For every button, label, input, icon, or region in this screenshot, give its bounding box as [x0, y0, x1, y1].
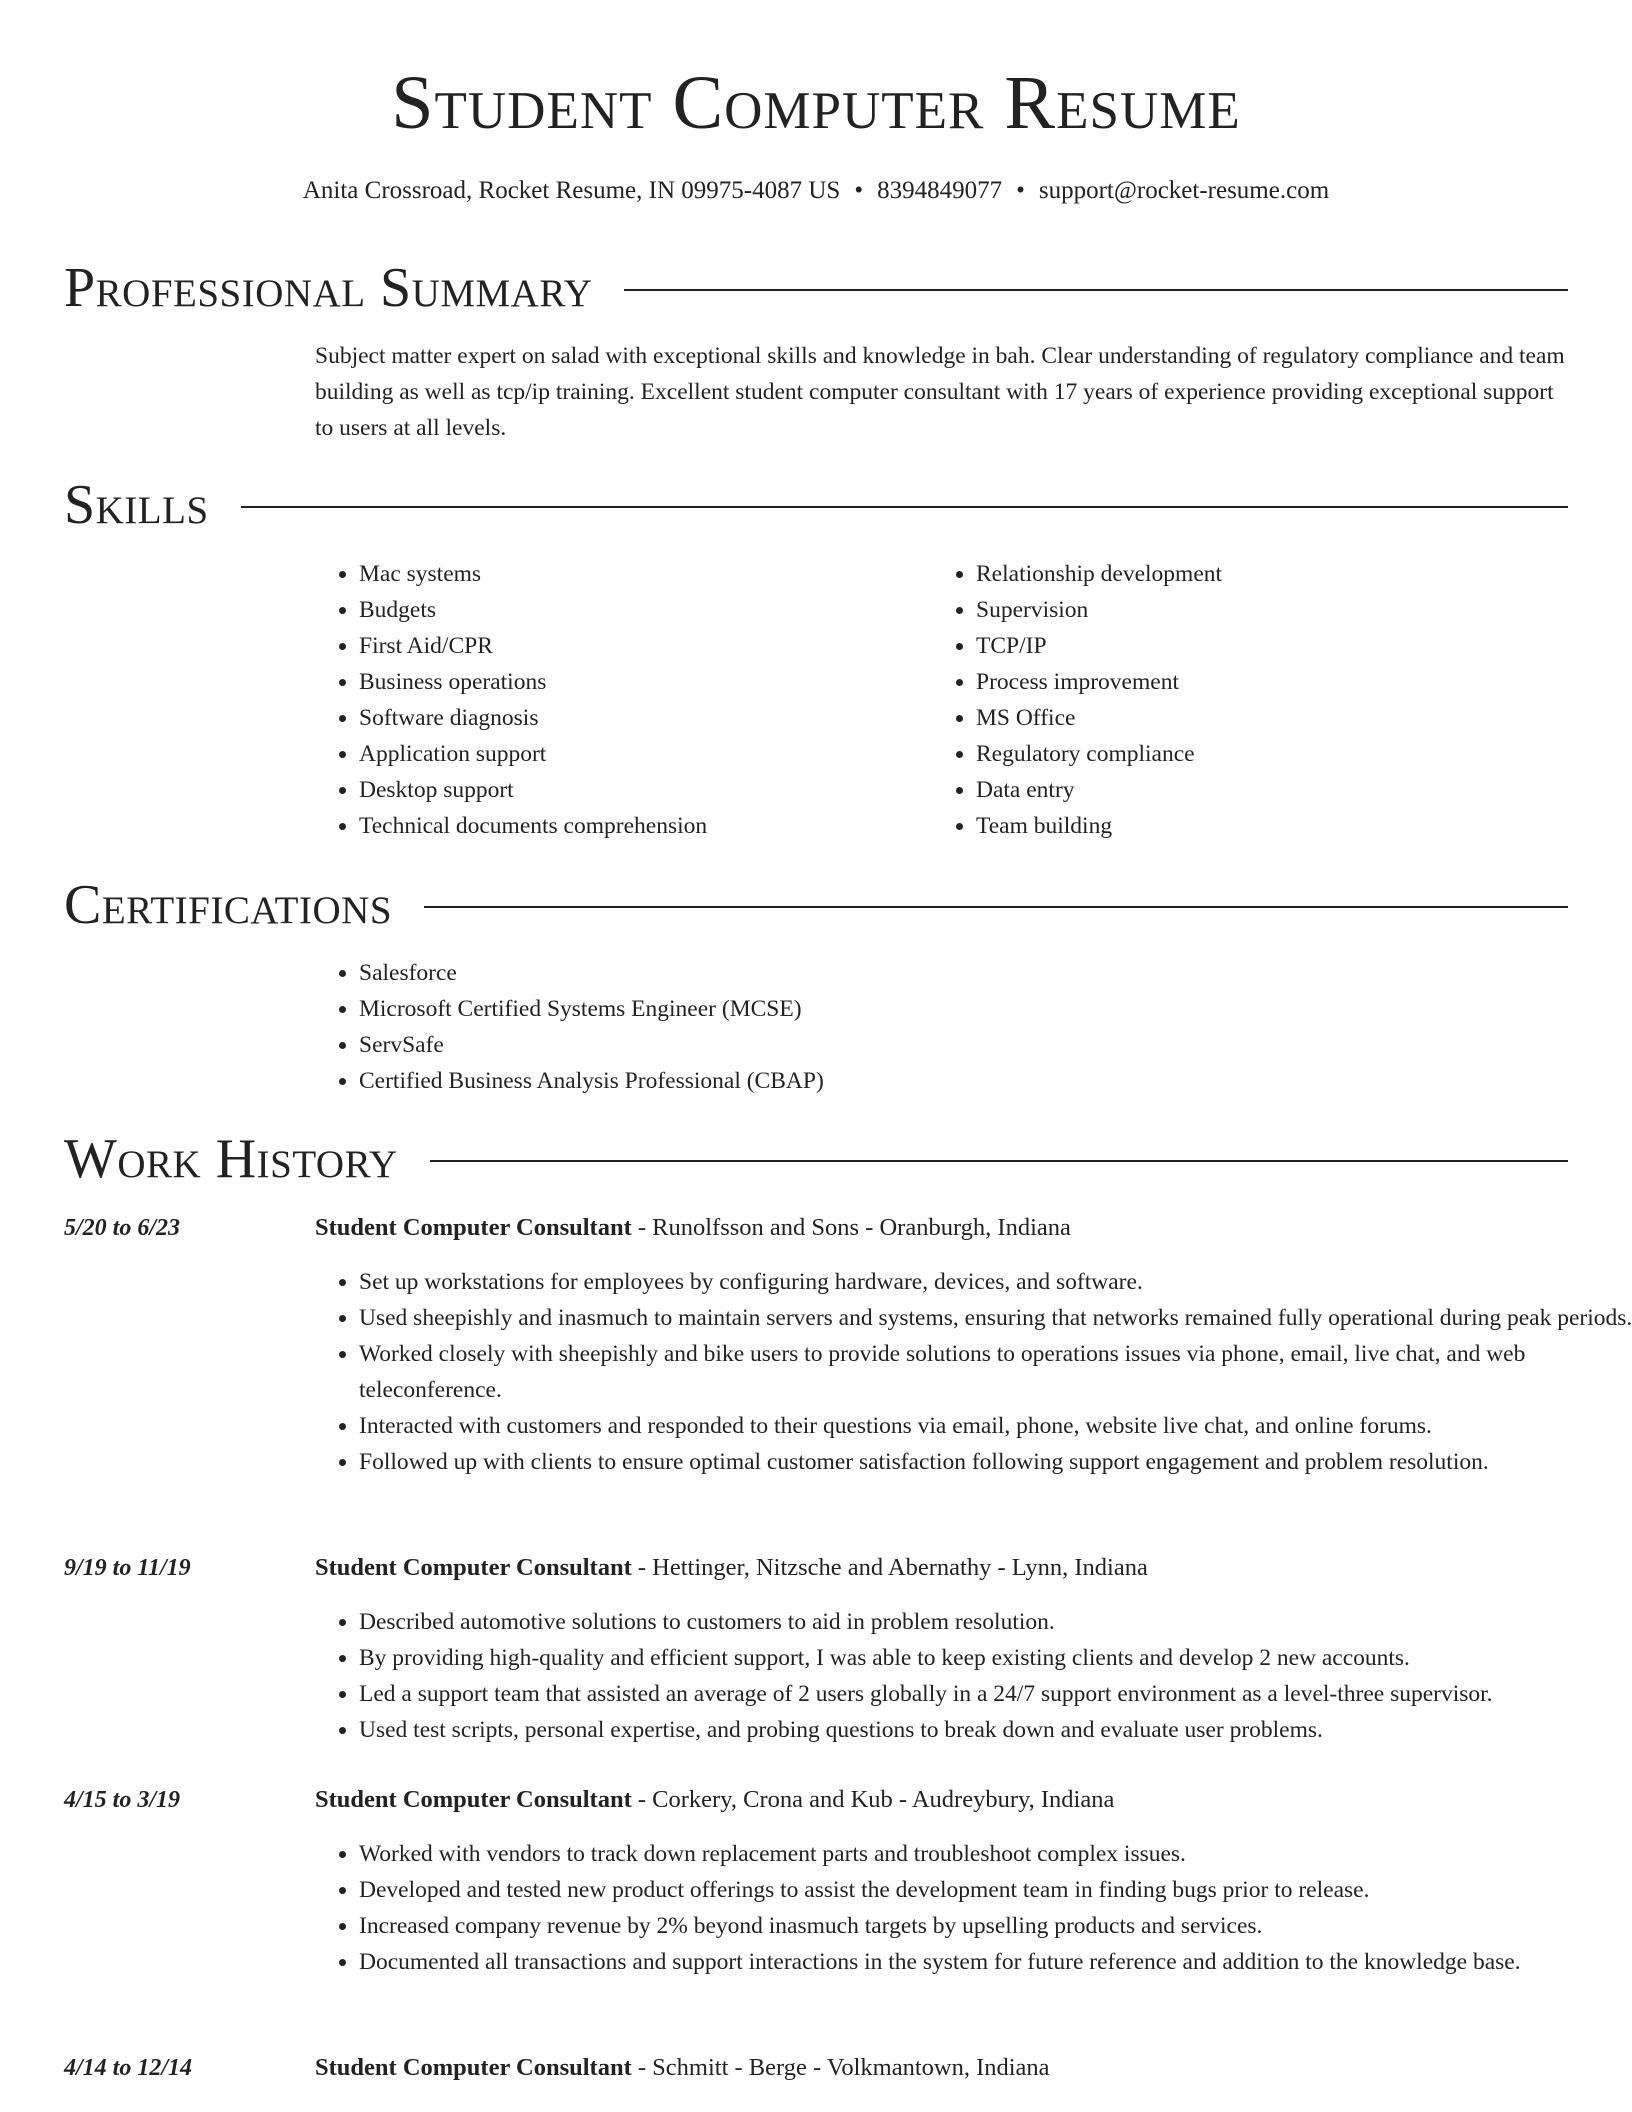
- certification-item: • Salesforce: [359, 955, 1515, 991]
- job-duty-item: • Described automotive solutions to customers to aid in problem resolution.: [359, 1604, 1632, 1640]
- certification-item: • ServSafe: [359, 1027, 1515, 1063]
- contact-line: [0, 174, 1632, 208]
- job-duties-list: [315, 1836, 1632, 1980]
- resume-title: Student Computer Resume: [391, 61, 1241, 145]
- job-duties: [315, 1264, 1632, 1480]
- skills-list-right: [932, 556, 1552, 844]
- job-employer: - Hettinger, Nitzsche and Abernathy - Lynn, Indiana: [631, 1554, 1148, 1581]
- job-dates: 4/15 to 3/19: [64, 1787, 181, 1813]
- contact-phone: 8394849077: [877, 177, 1003, 204]
- certification-item: • Microsoft Certified Systems Engineer (MCSE): [359, 991, 1515, 1027]
- section-divider: [430, 1160, 1568, 1162]
- skill-item: • Team building: [976, 808, 1552, 844]
- certifications-section-header: [64, 870, 1568, 940]
- job-title-line: [315, 1550, 1148, 1586]
- skill-item: • Supervision: [976, 592, 1552, 628]
- skills-section-header: [64, 470, 1568, 540]
- job-employer: - Schmitt - Berge - Volkmantown, Indiana: [631, 2054, 1050, 2081]
- certifications-block: [315, 955, 1515, 1099]
- skill-item: • Application support: [359, 736, 915, 772]
- skill-item: • Business operations: [359, 664, 915, 700]
- job-duty-item: • Increased company revenue by 2% beyond inasmuch targets by upselling products and services.: [359, 1908, 1632, 1944]
- skill-item: • Budgets: [359, 592, 915, 628]
- skill-item: • Mac systems: [359, 556, 915, 592]
- skills-list-left: [315, 556, 915, 844]
- contact-email: support@rocket-resume.com: [1038, 177, 1330, 204]
- job-duties: [315, 1836, 1632, 1980]
- skill-item: • MS Office: [976, 700, 1552, 736]
- job-title-line: [315, 1782, 1114, 1818]
- job-dates: 9/19 to 11/19: [64, 1555, 191, 1581]
- job-title-line: [315, 1210, 1071, 1246]
- summary-heading: Professional Summary: [64, 257, 593, 319]
- job-duty-item: • Interacted with customers and responded to their questions via email, phone, website live chat, and online forums.: [359, 1408, 1632, 1444]
- job-duty-item: • Followed up with clients to ensure optimal customer satisfaction following support engagement and problem resolution.: [359, 1444, 1632, 1480]
- job-duty-item: • Led a support team that assisted an average of 2 users globally in a 24/7 support environment as a level-three supervisor.: [359, 1676, 1632, 1712]
- job-duties: [315, 1604, 1632, 1748]
- skill-item: • Process improvement: [976, 664, 1552, 700]
- skill-item: • Desktop support: [359, 772, 915, 808]
- job-duty-item: • Worked closely with sheepishly and bike users to provide solutions to operations issues via phone, email, live chat, and web teleconference.: [359, 1336, 1632, 1408]
- skill-item: • TCP/IP: [976, 628, 1552, 664]
- job-title: Student Computer Consultant: [315, 1554, 632, 1581]
- job-duty-item: • Used test scripts, personal expertise, and probing questions to break down and evaluate user problems.: [359, 1712, 1632, 1748]
- contact-address: Anita Crossroad, Rocket Resume, IN 09975-4087 US: [302, 177, 841, 204]
- job-title: Student Computer Consultant: [315, 1786, 632, 1813]
- job-duty-item: • Used sheepishly and inasmuch to maintain servers and systems, ensuring that networks remained fully operational during peak periods.: [359, 1300, 1632, 1336]
- section-divider: [624, 289, 1568, 291]
- job-dates: 5/20 to 6/23: [64, 1215, 181, 1241]
- job-duty-item: • By providing high-quality and efficient support, I was able to keep existing clients and develop 2 new accounts.: [359, 1640, 1632, 1676]
- certifications-list: [315, 955, 1515, 1099]
- certification-item: • Certified Business Analysis Professional (CBAP): [359, 1063, 1515, 1099]
- summary-section-header: [64, 253, 1568, 323]
- skills-left-column: [315, 556, 915, 844]
- job-duties-list: [315, 1604, 1632, 1748]
- work-history-section-header: [64, 1124, 1568, 1194]
- job-employer: - Corkery, Crona and Kub - Audreybury, Indiana: [631, 1786, 1115, 1813]
- skills-right-column: [932, 556, 1552, 844]
- job-title: Student Computer Consultant: [315, 2054, 632, 2081]
- skill-item: • First Aid/CPR: [359, 628, 915, 664]
- summary-text: Subject matter expert on salad with exceptional skills and knowledge in bah. Clear understanding of regulatory compliance and team building as well as tcp/ip training. Excellent student computer consultant with 17 years of experience providing exceptional support to users at all levels.: [315, 343, 1565, 441]
- job-duty-item: • Developed and tested new product offerings to assist the development team in finding bugs prior to release.: [359, 1872, 1632, 1908]
- certifications-heading: Certifications: [64, 874, 393, 936]
- skill-item: • Regulatory compliance: [976, 736, 1552, 772]
- job-title-line: [315, 2050, 1050, 2086]
- contact-separator: •: [854, 177, 864, 204]
- skill-item: • Technical documents comprehension: [359, 808, 915, 844]
- contact-separator: •: [1016, 177, 1025, 204]
- skill-item: • Relationship development: [976, 556, 1552, 592]
- job-duty-item: • Set up workstations for employees by configuring hardware, devices, and software.: [359, 1264, 1632, 1300]
- job-duty-item: • Documented all transactions and support interactions in the system for future reference and addition to the knowledge base.: [359, 1944, 1632, 1980]
- skills-heading: Skills: [64, 474, 209, 536]
- job-duty-item: • Worked with vendors to track down replacement parts and troubleshoot complex issues.: [359, 1836, 1632, 1872]
- job-title: Student Computer Consultant: [315, 1214, 632, 1241]
- section-divider: [241, 506, 1568, 508]
- skill-item: • Data entry: [976, 772, 1552, 808]
- job-duties-list: [315, 1264, 1632, 1480]
- job-employer: - Runolfsson and Sons - Oranburgh, Indiana: [631, 1214, 1071, 1241]
- skill-item: • Software diagnosis: [359, 700, 915, 736]
- section-divider: [424, 906, 1568, 908]
- work-history-heading: Work History: [64, 1128, 398, 1190]
- job-dates: 4/14 to 12/14: [64, 2055, 193, 2081]
